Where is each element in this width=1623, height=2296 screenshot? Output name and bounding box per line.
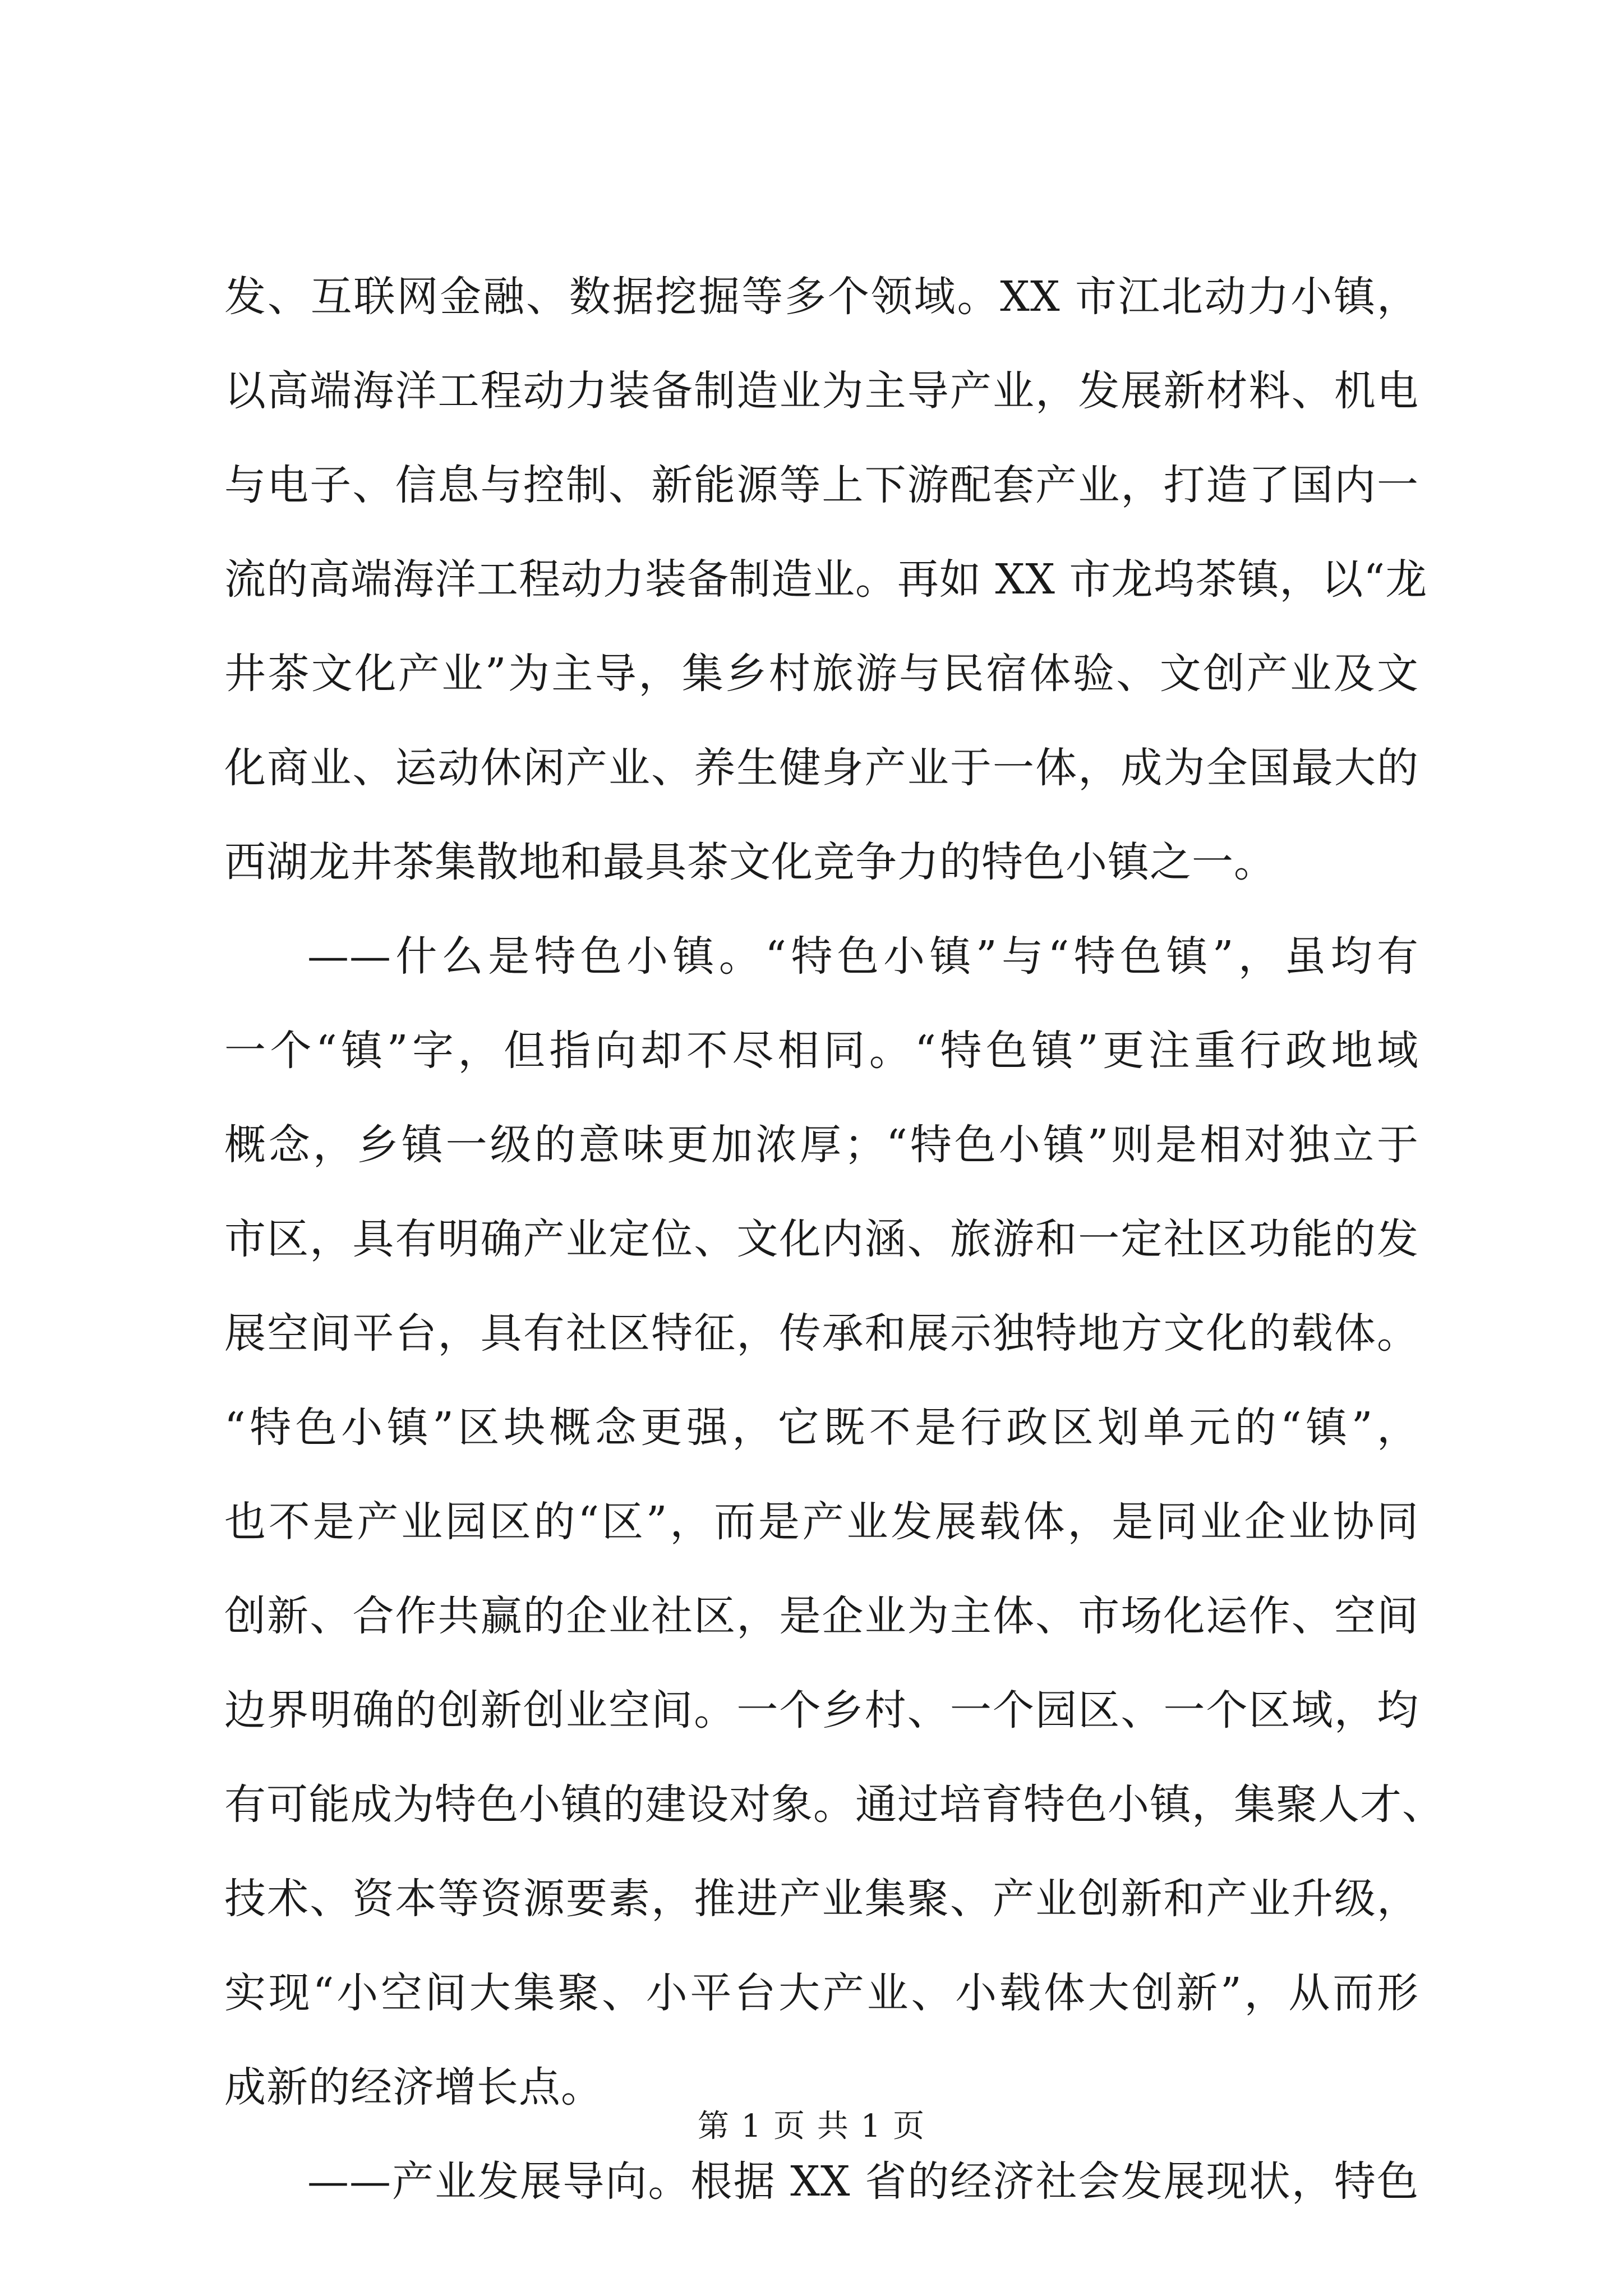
page-footer xyxy=(0,2106,1623,2147)
paragraph-first-line: ——什么是特色小镇。“特色小镇”与“特色镇”，虽均有 xyxy=(307,932,1419,981)
text-line: 概念，乡镇一级的意味更加浓厚；“特色小镇”则是相对独立于 xyxy=(224,1121,1419,1169)
text-line: “特色小镇”区块概念更强，它既不是行政区划单元的“镇”， xyxy=(224,1404,1419,1452)
text-line: 化商业、运动休闲产业、养生健身产业于一体，成为全国最大的 xyxy=(224,744,1419,792)
text-line: 边界明确的创新创业空间。一个乡村、一个园区、一个区域，均 xyxy=(224,1686,1419,1734)
paragraph-first-line: ——产业发展导向。根据 XX 省的经济社会发展现状，特色 xyxy=(307,2157,1419,2206)
page-number: 第 1 页 共 1 页 xyxy=(697,2108,926,2145)
text-line: 实现“小空间大集聚、小平台大产业、小载体大创新”，从而形 xyxy=(224,1969,1419,2017)
text-line: 市区，具有明确产业定位、文化内涵、旅游和一定社区功能的发 xyxy=(224,1215,1419,1263)
text-line: 创新、合作共赢的企业社区，是企业为主体、市场化运作、空间 xyxy=(224,1592,1419,1640)
text-line: 有可能成为特色小镇的建设对象。通过培育特色小镇，集聚人才、 xyxy=(224,1780,1444,1829)
text-line: 西湖龙井茶集散地和最具茶文化竞争力的特色小镇之一。 xyxy=(224,838,1276,886)
text-line: 技术、资本等资源要素，推进产业集聚、产业创新和产业升级， xyxy=(224,1875,1419,1923)
text-line: 与电子、信息与控制、新能源等上下游配套产业，打造了国内一 xyxy=(224,461,1419,509)
text-line: 成新的经济增长点。 xyxy=(224,2063,603,2111)
text-line: 也不是产业园区的“区”，而是产业发展载体，是同业企业协同 xyxy=(224,1498,1419,1546)
text-line: 井茶文化产业”为主导，集乡村旅游与民宿体验、文创产业及文 xyxy=(224,650,1419,698)
text-line: 展空间平台，具有社区特征，传承和展示独特地方文化的载体。 xyxy=(224,1309,1419,1358)
text-line: 流的高端海洋工程动力装备制造业。再如 XX 市龙坞茶镇，以“龙 xyxy=(224,555,1428,604)
text-line: 发、互联网金融、数据挖掘等多个领域。XX 市江北动力小镇， xyxy=(224,273,1419,321)
text-line: 以高端海洋工程动力装备制造业为主导产业，发展新材料、机电 xyxy=(224,367,1419,415)
text-line: 一个“镇”字，但指向却不尽相同。“特色镇”更注重行政地域 xyxy=(224,1027,1419,1075)
document-body xyxy=(224,250,1444,2229)
